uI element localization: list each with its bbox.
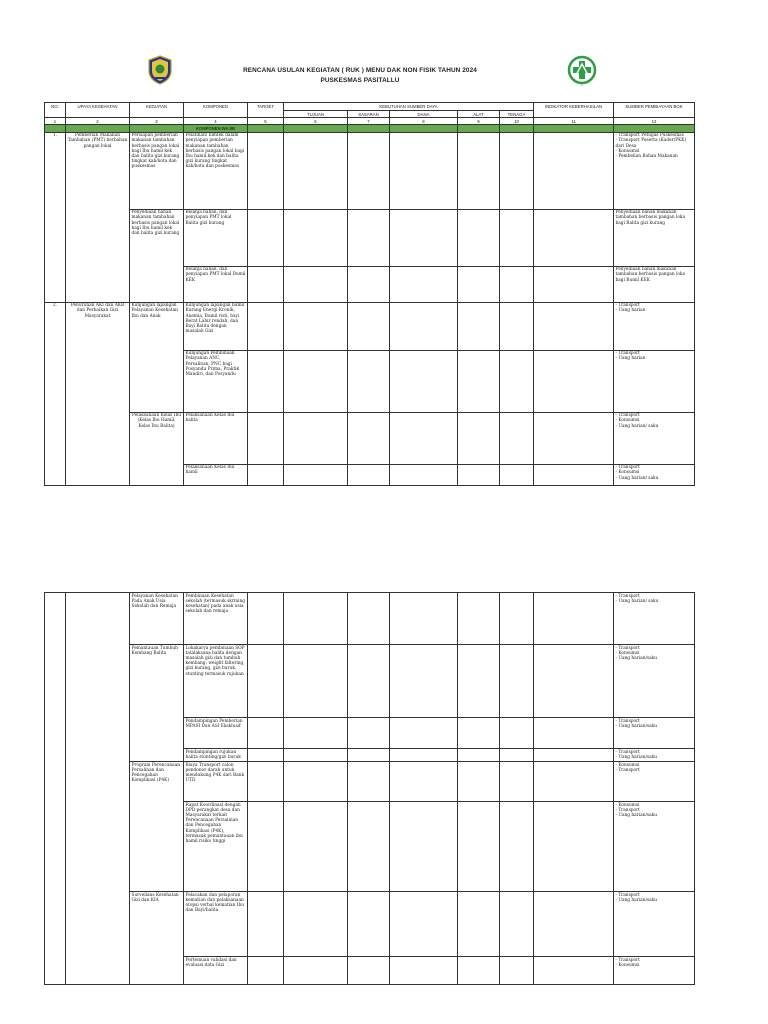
komponen-cell: Pendampingan Pemberian MPASI Dan ASI Eksklusif	[184, 718, 248, 749]
col-header-komponen: KOMPONEN	[184, 103, 248, 118]
sumber-cell: - Transport - Uang harian/ saku	[614, 593, 695, 645]
col-header-target: TARGET	[248, 103, 284, 118]
komponen-wajib-row	[45, 125, 695, 132]
row-number: 1.	[45, 132, 66, 302]
komponen-cell: Kunjungan lapangan bumil Kurang Energi Kronik, Anemia, Bumil risti, bayi Berat Lahir rendah, dan Bayi Balita dengan masalah Gizi	[184, 302, 248, 350]
col-number: 4	[184, 118, 248, 125]
col-number: 12	[614, 118, 695, 125]
table-row	[45, 412, 695, 464]
col-number: 8	[390, 118, 458, 125]
col-header-alat: ALAT	[458, 111, 500, 118]
komponen-cell: Pelaksanaan Kelas Ibu balita	[184, 412, 248, 464]
col-header-upaya: UPAYA KESEHATAN	[66, 103, 130, 118]
upaya-cell: Pemberian Makanan Tambahan (PMT) berbahan pangan lokal	[66, 132, 130, 302]
col-header-dana: DANA	[390, 111, 458, 118]
komponen-cell: Pertemuan validasi dan evaluasi data Gizi	[184, 957, 248, 985]
kegiatan-cell: Persiapan pemberian makanan tambahan berbasis pangan lokal bagi Ibu hamil kek dan balita gizi kurang tingkat kab/kota dan puskesmas	[130, 132, 184, 209]
col-header-no: NO.	[45, 103, 66, 118]
sumber-cell: - Transport - Uang harian/saku	[614, 749, 695, 762]
ruk-table-page-1	[44, 102, 695, 486]
row-number: 2.	[45, 302, 66, 485]
sumber-cell: Penyediaan bahan makanan tambahan berbasis pangan loka bagi Bumil KEK	[614, 266, 695, 302]
sumber-cell: - Konsumsi - Transport - Uang harian/saku	[614, 802, 695, 892]
upaya-cell: Penurunan AKI dan AKB dan Perbaikan Gizi Masyarakat	[66, 302, 130, 485]
ruk-table-page-2	[44, 592, 695, 985]
health-ministry-logo	[567, 55, 597, 87]
komponen-cell: Pelatihan/ bimtek dalam penyiapan pemberian makanan tambahan berbasis pangan lokal bagi Ibu hamil kek dan balita gizi kurang tingkat kab/kota dan puskesmas	[184, 132, 248, 209]
kegiatan-cell: Kunjungan lapangan Pelayanan Kesehatan Ibu dan Anak	[130, 302, 184, 412]
komponen-cell: Belanja bahan, dan penyiapan PMT lokal Balita gizi kurang	[184, 209, 248, 266]
col-number: 7	[348, 118, 390, 125]
sumber-cell: - Transport - Konsumsi - Uang harian/ saku	[614, 412, 695, 464]
table-row	[45, 209, 695, 266]
col-number: 5	[248, 118, 284, 125]
sumber-cell: - Transport - Konsumsi - Uang harian/saku	[614, 645, 695, 718]
komponen-cell: Pendampingan rujukan balita stunting/gizi buruk	[184, 749, 248, 762]
kegiatan-cell: Pelaksanaan Kelas Ibu (Kelas Ibu Hamil, Kelas Ibu Balita)	[130, 412, 184, 485]
kegiatan-cell: Pelayanan Kesehatan Pada Anak Usia Sekolah dan Remaja	[130, 593, 184, 645]
komponen-cell: Rapat Koordinasi dengan DPD perangkat desa dan Masyarakat terkait Perencanaan Persalinan dan Pencegahan Komplikasi (P4K), termasuk pemantauan ibu hamil risiko tinggi	[184, 802, 248, 892]
col-header-sasaran: SASARAN	[348, 111, 390, 118]
komponen-cell: Pelacakan dan pelaporan kematian dan pelaksanaan otopsi verbal kematian Ibu dan Bayi/balita	[184, 892, 248, 957]
document-title: RENCANA USULAN KEGIATAN ( RUK ) MENU DAK NON FISIK TAHUN 2024	[243, 67, 477, 74]
komponen-cell: Pembinaan Kesehatan sekolah (termasuk skrining kesehatan) pada anak usia sekolah dan remaja	[184, 593, 248, 645]
sumber-cell: Penyediaan bahan makanan tambahan berbasis pangan loka bagi Balita gizi kurang	[614, 209, 695, 266]
column-number-row	[45, 118, 695, 125]
komponen-cell: Lokakarya pembinaan SOP tatalaksana balita dengan masalah gizi dan tumbuh kembang: weight faltering, gizi kurang, gizi buruk, stunting termasuk rujukan	[184, 645, 248, 718]
sumber-cell: - Transport - Uang harian/saku	[614, 892, 695, 957]
col-header-tenaga: TENAGA	[500, 111, 534, 118]
col-header-kebutuhan: KEBUTUHAN SUMBER DAYA	[284, 103, 534, 111]
table-row	[45, 132, 695, 209]
col-number: 1	[45, 118, 66, 125]
table-row	[45, 892, 695, 957]
col-header-indikator: INDIKATOR KEBERHASILAN	[534, 103, 614, 118]
sumber-cell: - Konsumsi - Transport	[614, 762, 695, 802]
komponen-wajib-label: KOMPONEN WAJIB	[184, 125, 248, 132]
sumber-cell: - Transport - Uang harian	[614, 350, 695, 412]
komponen-cell: Kunjungan Pembinaan Pelayanan ANC, Persalinan, PNC bagi Posyandu Prima, Praktik Mandiri, dan Posyandu	[184, 350, 248, 412]
komponen-cell: Belanja bahan, dan penyiapan PMT lokal Bumil KEK	[184, 266, 248, 302]
sumber-cell: - Transport Petugas Puskesmas - Transport Peserta (Kader/PKK) dari Desa - Konsumsi - Pembelian Bahan Makanan	[614, 132, 695, 209]
sumber-cell: - Transport - Uang harian/saku	[614, 718, 695, 749]
col-header-tujuan: TUJUAN	[284, 111, 348, 118]
col-number: 6	[284, 118, 348, 125]
komponen-cell: Pelaksanaan Kelas Ibu hamil	[184, 464, 248, 485]
regency-emblem-logo	[147, 55, 173, 85]
col-number: 2	[66, 118, 130, 125]
col-number: 3	[130, 118, 184, 125]
table-row	[45, 762, 695, 802]
kegiatan-cell: Penyediaan bahan makanan tambahan berbasis pangan lokal bagi Ibu hamil kek dan balita gizi kurang	[130, 209, 184, 302]
table-row	[45, 645, 695, 718]
col-header-kegiatan: KEGIATAN	[130, 103, 184, 118]
sumber-cell: - Transport - Uang harian	[614, 302, 695, 350]
sumber-cell: - Transport - Konsumsi - Uang harian/ saku	[614, 464, 695, 485]
col-number: 9	[458, 118, 500, 125]
kegiatan-cell: Program Perencanaan Persalinan dan Pencegahan Komplikasi (P4K)	[130, 762, 184, 892]
kegiatan-cell: Surveilans Kesehatan Gizi dan KIA	[130, 892, 184, 985]
table-row	[45, 302, 695, 350]
sumber-cell: - Transport - Konsumsi	[614, 957, 695, 985]
col-number: 11	[534, 118, 614, 125]
komponen-cell: Biaya Transport calon pendonor darah untuk mendukung P4K dari Bank UTD	[184, 762, 248, 802]
kegiatan-cell: Pemantauan Tumbuh Kembang Balita	[130, 645, 184, 762]
table-row	[45, 593, 695, 645]
document-subtitle: PUSKESMAS PASITALLU	[320, 77, 400, 84]
col-number: 10	[500, 118, 534, 125]
col-header-sumber: SUMBER PEMBIAYAAN BOK	[614, 103, 695, 118]
